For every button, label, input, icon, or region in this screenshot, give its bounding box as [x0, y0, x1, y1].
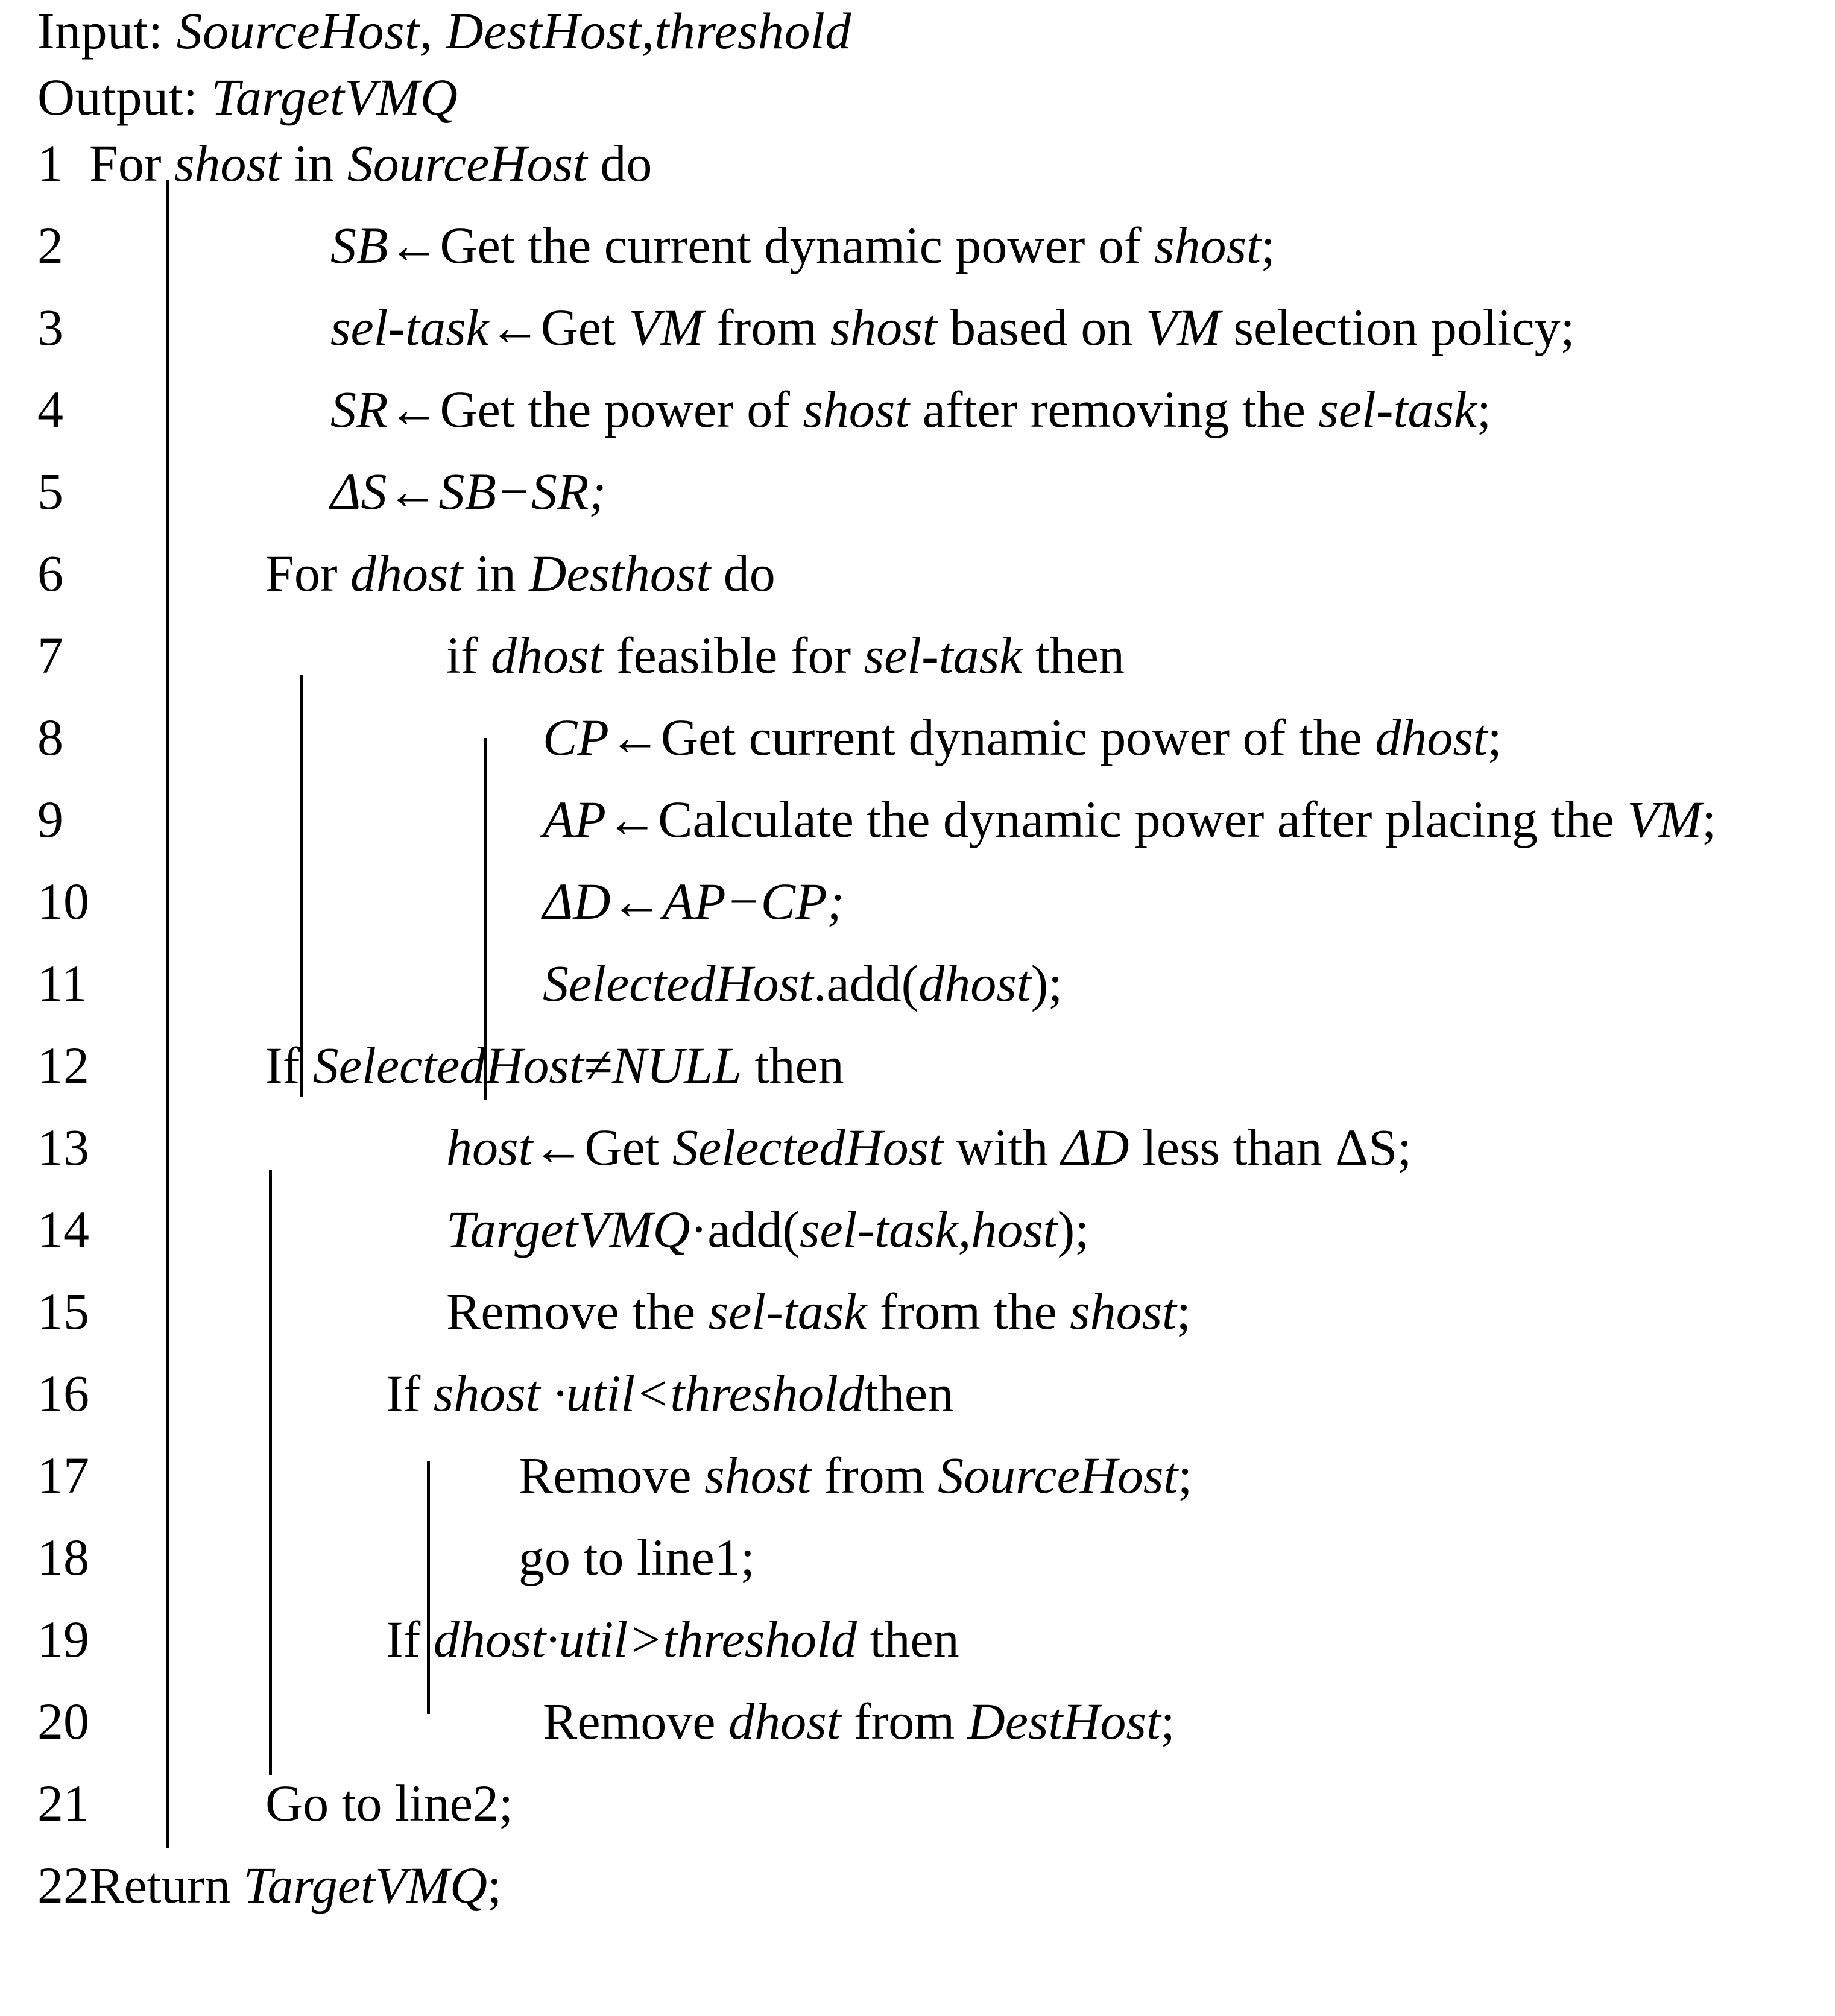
- line-number: 10: [37, 872, 89, 930]
- keyword-token: ;: [1160, 1692, 1175, 1750]
- line-statement: [265, 1774, 513, 1832]
- identifier-token: shost: [830, 298, 937, 356]
- identifier-token: dhost: [728, 1692, 841, 1750]
- identifier-token: host: [446, 1118, 533, 1176]
- algorithm-line-row: [0, 954, 1835, 1015]
- line-statement: [543, 790, 1717, 848]
- keyword-token: ←Get the power of: [388, 380, 803, 438]
- keyword-token: from: [703, 298, 830, 356]
- algorithm-line-row: [0, 380, 1835, 441]
- line-number: 13: [37, 1118, 89, 1176]
- keyword-token: after removing the: [909, 380, 1319, 438]
- keyword-token: selection policy;: [1221, 298, 1575, 356]
- algorithm-line-row: [0, 1036, 1835, 1097]
- identifier-token: AP: [543, 790, 607, 848]
- identifier-token: SelectedHost≠NULL: [312, 1036, 742, 1094]
- keyword-token: based on: [936, 298, 1146, 356]
- identifier-token: sel-task: [864, 626, 1023, 684]
- line-number: 6: [37, 544, 63, 602]
- keyword-token: Remove the: [446, 1282, 709, 1340]
- keyword-token: .add(: [813, 954, 919, 1012]
- keyword-token: ;: [1477, 380, 1491, 438]
- keyword-token: ·add(: [690, 1200, 800, 1258]
- algorithm-input-value: SourceHost, DestHost,threshold: [176, 2, 851, 60]
- line-statement: [446, 1200, 1090, 1258]
- spacer: [198, 68, 211, 126]
- line-number: 4: [37, 380, 63, 438]
- line-statement: [543, 954, 1063, 1012]
- algorithm-line-row: [0, 544, 1835, 605]
- identifier-token: CP: [543, 708, 609, 766]
- line-number: 22: [37, 1856, 89, 1914]
- identifier-token: SelectedHost: [672, 1118, 943, 1176]
- line-statement: [543, 708, 1502, 766]
- algorithm-line-row: [0, 1774, 1835, 1835]
- algorithm-line-row: [0, 626, 1835, 687]
- algorithm-input-line: [37, 2, 851, 60]
- algorithm-output-value: TargetVMQ: [211, 68, 458, 126]
- identifier-token: shost: [174, 134, 281, 192]
- keyword-token: from: [841, 1692, 968, 1750]
- line-statement: [519, 1528, 755, 1586]
- identifier-token: SelectedHost: [543, 954, 813, 1012]
- identifier-token: shost ·util<threshold: [433, 1364, 865, 1422]
- line-statement: [89, 1856, 502, 1914]
- keyword-token: ;: [1702, 790, 1717, 848]
- algorithm-line-row: [0, 1364, 1835, 1425]
- keyword-token: ;: [1176, 1282, 1191, 1340]
- keyword-token: ;: [487, 1856, 502, 1914]
- keyword-token: For: [265, 544, 350, 602]
- keyword-token: );: [1057, 1200, 1090, 1258]
- keyword-token: ←Get: [488, 298, 629, 356]
- algorithm-line-row: [0, 1200, 1835, 1261]
- identifier-token: ΔS←SB−SR;: [330, 462, 607, 520]
- line-statement: [89, 134, 652, 192]
- line-number: 17: [37, 1446, 89, 1504]
- line-number: 19: [37, 1610, 89, 1668]
- identifier-token: SourceHost: [938, 1446, 1178, 1504]
- identifier-token: VM: [628, 298, 704, 356]
- line-statement: [265, 544, 775, 602]
- line-number: 9: [37, 790, 63, 848]
- algorithm-line-row: [0, 1446, 1835, 1507]
- line-statement: [446, 1282, 1191, 1340]
- identifier-token: ΔD←AP−CP;: [543, 872, 845, 930]
- keyword-token: ←Get the current dynamic power of: [388, 216, 1154, 274]
- line-number: 16: [37, 1364, 89, 1422]
- line-statement: [386, 1364, 954, 1422]
- algorithm-line-row: [0, 1118, 1835, 1179]
- keyword-token: from: [810, 1446, 938, 1504]
- identifier-token: TargetVMQ: [243, 1856, 488, 1914]
- identifier-token: VM: [1627, 790, 1702, 848]
- identifier-token: SB: [330, 216, 388, 274]
- keyword-token: ;: [1178, 1446, 1193, 1504]
- line-number: 14: [37, 1200, 89, 1258]
- identifier-token: SR: [330, 380, 388, 438]
- line-number: 2: [37, 216, 63, 274]
- algorithm-line-row: [0, 1610, 1835, 1671]
- identifier-token: shost: [1154, 216, 1261, 274]
- algorithm-line-row: [0, 1856, 1835, 1917]
- algorithm-line-row: [0, 134, 1835, 195]
- identifier-token: shost: [1070, 1282, 1176, 1340]
- identifier-token: SourceHost: [347, 134, 587, 192]
- line-statement: [543, 872, 845, 930]
- algorithm-input-label: Input:: [37, 2, 163, 60]
- algorithm-line-row: [0, 1282, 1835, 1343]
- identifier-token: sel-task: [708, 1282, 867, 1340]
- keyword-token: then: [1022, 626, 1125, 684]
- keyword-token: Remove: [543, 1692, 729, 1750]
- line-statement: [330, 298, 1575, 356]
- keyword-token: in: [280, 134, 347, 192]
- line-number: 20: [37, 1692, 89, 1750]
- line-statement: [330, 462, 607, 520]
- line-statement: [446, 1118, 1412, 1176]
- keyword-token: go to line1;: [519, 1528, 755, 1586]
- identifier-token: TargetVMQ: [446, 1200, 690, 1258]
- line-statement: [543, 1692, 1175, 1750]
- line-number: 3: [37, 298, 63, 356]
- keyword-token: Remove: [519, 1446, 705, 1504]
- algorithm-line-row: [0, 462, 1835, 523]
- keyword-token: ;: [1487, 708, 1502, 766]
- line-statement: [330, 216, 1275, 274]
- identifier-token: VM: [1145, 298, 1221, 356]
- keyword-token: ←Calculate the dynamic power after placing the: [606, 790, 1628, 848]
- identifier-token: dhost: [918, 954, 1031, 1012]
- identifier-token: sel-task: [330, 298, 489, 356]
- keyword-token: ←Get current dynamic power of the: [608, 708, 1375, 766]
- identifier-token: dhost·util>threshold: [433, 1610, 857, 1668]
- identifier-token: dhost: [350, 544, 463, 602]
- keyword-token: For: [89, 134, 174, 192]
- keyword-token: from the: [867, 1282, 1070, 1340]
- identifier-token: sel-task: [1318, 380, 1477, 438]
- keyword-token: in: [463, 544, 529, 602]
- line-statement: [330, 380, 1491, 438]
- line-number: 5: [37, 462, 63, 520]
- algorithm-output-line: [37, 68, 458, 126]
- identifier-token: ΔD: [1061, 1118, 1129, 1176]
- keyword-token: feasible for: [603, 626, 864, 684]
- line-number: 11: [37, 954, 87, 1012]
- keyword-token: with: [943, 1118, 1061, 1176]
- identifier-token: shost: [803, 380, 910, 438]
- keyword-token: do: [587, 134, 652, 192]
- keyword-token: Go to line2;: [265, 1774, 513, 1832]
- line-statement: [265, 1036, 844, 1094]
- keyword-token: );: [1031, 954, 1063, 1012]
- line-number: 7: [37, 626, 63, 684]
- algorithm-line-row: [0, 708, 1835, 769]
- identifier-token: dhost: [491, 626, 604, 684]
- algorithm-line-row: [0, 298, 1835, 359]
- identifier-token: Desthost: [529, 544, 711, 602]
- line-statement: [446, 626, 1125, 684]
- keyword-token: do: [710, 544, 775, 602]
- line-number: 21: [37, 1774, 89, 1832]
- algorithm-line-row: [0, 216, 1835, 277]
- keyword-token: then: [864, 1364, 954, 1422]
- identifier-token: DestHost: [967, 1692, 1161, 1750]
- algorithm-line-row: [0, 1692, 1835, 1753]
- line-number: 1: [37, 134, 63, 192]
- line-number: 15: [37, 1282, 89, 1340]
- identifier-token: dhost: [1375, 708, 1488, 766]
- keyword-token: If: [386, 1610, 434, 1668]
- keyword-token: ;: [1260, 216, 1275, 274]
- line-number: 18: [37, 1528, 89, 1586]
- identifier-token: sel-task,host: [800, 1200, 1058, 1258]
- keyword-token: less than ΔS;: [1129, 1118, 1412, 1176]
- line-number: 12: [37, 1036, 89, 1094]
- spacer: [163, 2, 176, 60]
- keyword-token: then: [857, 1610, 959, 1668]
- algorithm-output-label: Output:: [37, 68, 198, 126]
- keyword-token: If: [386, 1364, 434, 1422]
- keyword-token: if: [446, 626, 491, 684]
- line-number: 8: [37, 708, 63, 766]
- algorithm-line-row: [0, 872, 1835, 933]
- line-statement: [519, 1446, 1193, 1504]
- algorithm-line-row: [0, 790, 1835, 851]
- line-statement: [386, 1610, 959, 1668]
- keyword-token: If: [265, 1036, 313, 1094]
- identifier-token: shost: [704, 1446, 811, 1504]
- keyword-token: ←Get: [532, 1118, 673, 1176]
- algorithm-line-row: [0, 1528, 1835, 1589]
- keyword-token: then: [742, 1036, 844, 1094]
- keyword-token: Return: [89, 1856, 244, 1914]
